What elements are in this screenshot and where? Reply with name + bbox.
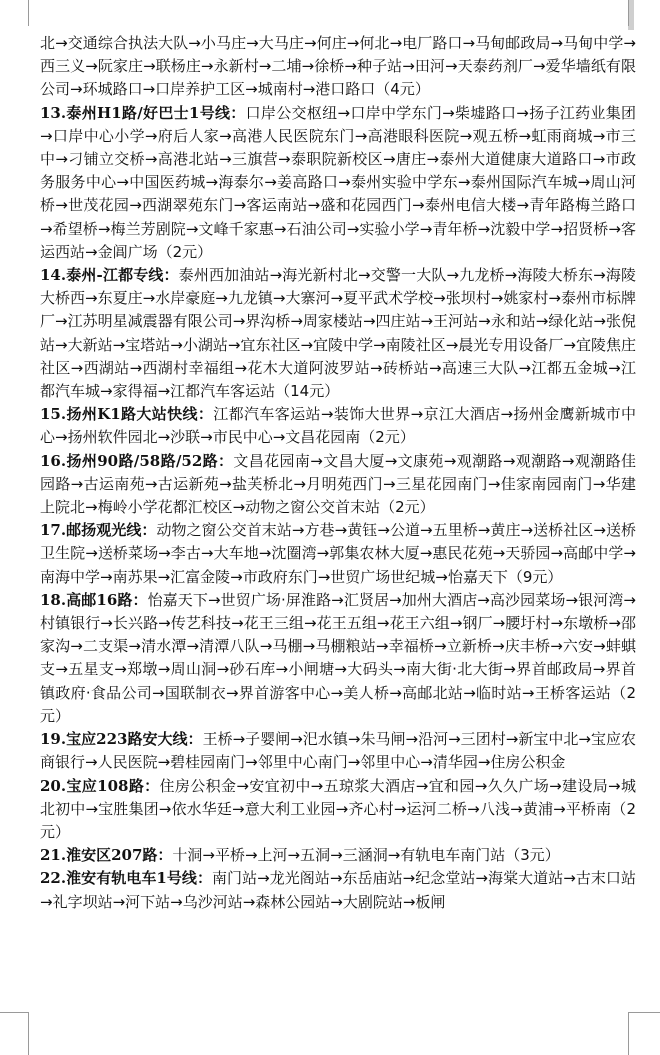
crop-mark-top-left-v: [28, 0, 29, 26]
route-18: [40, 589, 636, 728]
route-title: 18.高邮16路：: [40, 590, 148, 609]
route-22: [40, 867, 636, 913]
route-21: [40, 844, 636, 867]
route-stops: 住房公积金→安宜初中→五琼浆大酒店→宜和园→久久广场→建设局→城北初中→宝胜集团→依水华廷→意大利工业园→齐心村→运河二桥→八浅→黄浦→平桥南（2元）: [40, 776, 636, 841]
route-stops: 王桥→子婴闸→汜水镇→朱马闸→沿河→三团村→新宝中北→宝应农商银行→人民医院→碧桂园南门→邻里中心南门→邻里中心→清华园→住房公积金: [40, 730, 636, 772]
route-title: 15.扬州K1路大站快线：: [40, 405, 214, 424]
crop-mark-bottom-left-v: [28, 1012, 29, 1055]
route-title: 17.邮扬观光线：: [40, 521, 157, 540]
route-title: 22.淮安有轨电车1号线：: [40, 869, 212, 888]
route-title: 16.扬州90路/58路/52路：: [40, 451, 234, 470]
route-14: [40, 264, 636, 403]
route-title: 20.宝应108路：: [40, 776, 160, 795]
route-stops: 文昌花园南→文昌大厦→文康苑→观潮路→观潮路→观潮路佳园路→古运南苑→古运新苑→盐芙桥北→月明苑西门→三星花园南门→佳家南园南门→华建上院北→梅岭小学花都汇校区→动物之窗公交首末站（2元）: [40, 451, 636, 517]
route-title: 14.泰州-江都专线：: [40, 266, 179, 285]
route-19: [40, 728, 636, 774]
route-title: 21.淮安区207路：: [40, 846, 173, 865]
route-stops: 十洞→平桥→上河→五洞→三涵洞→有轨电车南门站（3元）: [172, 846, 560, 865]
route-title: 19.宝应223路安大线：: [40, 730, 203, 749]
crop-mark-bottom-right-v: [628, 1012, 629, 1055]
route-stops: 动物之窗公交首末站→方巷→黄钰→公道→五里桥→黄庄→送桥社区→送桥卫生院→送桥菜场→李古→大车地→沈圈湾→郭集农林大厦→惠民花苑→天骄园→高邮中学→南海中学→南苏果→汇富金陵→市政府东门→世贸广场世纪城→怡嘉天下（9元）: [40, 521, 636, 586]
route-13: [40, 102, 636, 264]
route-stops: 南门站→龙光阁站→东岳庙站→纪念堂站→海棠大道站→古末口站→礼字坝站→河下站→乌沙河站→森林公园站→大剧院站→板闸: [40, 869, 636, 911]
route-title: 13.泰州H1路/好巴士1号线：: [40, 103, 246, 122]
route-16: [40, 450, 636, 520]
crop-mark-bottom-left-h: [0, 1012, 28, 1013]
crop-mark-top-right-v: [628, 0, 629, 26]
route-stops: 泰州西加油站→海光新村北→交警一大队→九龙桥→海陵大桥东→海陵大桥西→东夏庄→水岸豪庭→九龙镇→大寨河→夏平武术学校→张坝村→姚家村→泰州市标牌厂→江苏明星减震器有限公司→界沟桥→周家楼站→四庄站→王河站→永和站→绿化站→张倪站→大新站→宝塔站→小湖站→宜东社区→宜陵中学→南陵社区→晨光专用设备厂→宜陵焦庄社区→西湖站→西湖村幸福组→花木大道阿波罗站→砖桥站→高速三大队→江都五金城→江都汽车城→家得福→江都汽车客运站（14元）: [40, 266, 636, 401]
route-stops: 江都汽车客运站→装饰大世界→京江大酒店→扬州金鹰新城市中心→扬州软件园北→沙联→市民中心→文昌花园南（2元）: [40, 405, 636, 447]
route-20: [40, 775, 636, 845]
route-17: [40, 519, 636, 589]
document-page: [40, 32, 636, 914]
route-15: [40, 403, 636, 449]
crop-mark-bottom-right-h: [628, 1012, 660, 1013]
route-continuation: 北→交通综合执法大队→小马庄→大马庄→何庄→何北→电厂路口→马甸邮政局→马甸中学→西三义→阮家庄→联杨庄→永新村→二埔→徐桥→种子站→田河→天泰药剂厂→爱华墙纸有限公司→环城路口→口岸养护工区→城南村→港口路口（4元）: [40, 34, 636, 99]
route-stops: 怡嘉天下→世贸广场·屏淮路→汇贤居→加州大酒店→高沙园菜场→银河湾→村镇银行→长兴路→传艺科技→花王三组→花王五组→花王六组→钢厂→腰圩村→东墩桥→邵家沟→二支渠→清水潭→清潭八队→马棚→马棚粮站→幸福桥→立新桥→庆丰桥→六安→蚌蜞支→五星支→郑墩→周山洞→砂石库→小闸塘→大码头→南大街·北大街→界首邮政局→界首镇政府·食品公司→国联制衣→界首游客中心→美人桥→高邮北站→临时站→王桥客运站（2元）: [40, 590, 636, 725]
route-stops: 口岸公交枢纽→口岸中学东门→柴墟路口→扬子江药业集团→口岸中心小学→府后人家→高港人民医院东门→高港眼科医院→观五桥→虹雨商城→市三中→刁铺立交桥→高港北站→三旗营→泰职院新校区→唐庄→泰州大道健康大道路口→市政务服务中心→中国医药城→海泰尔→姜高路口→泰州实验中学东→泰州国际汽车城→周山河桥→世茂花园→西湖翠苑东门→客运南站→盛和花园西门→泰州电信大楼→青年路梅兰路口→希望桥→梅兰芳剧院→文峰千家惠→石油公司→实验小学→青年桥→沈毅中学→招贤桥→客运西站→金阊广场（2元）: [40, 103, 637, 261]
